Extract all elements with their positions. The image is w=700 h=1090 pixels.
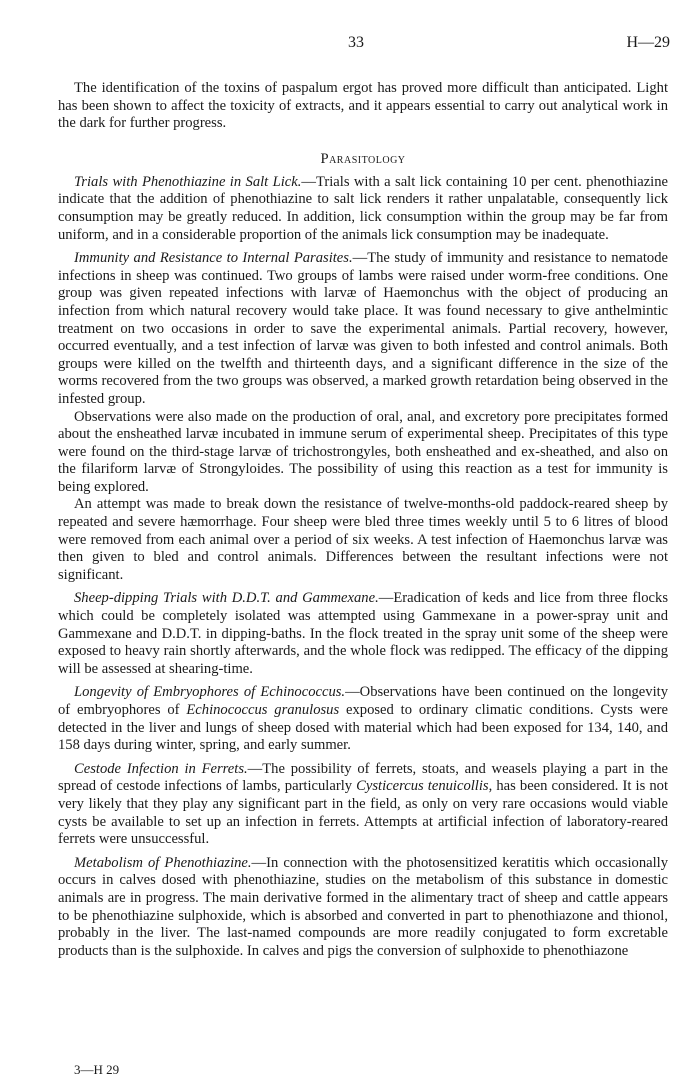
- paragraph-text: —In connection with the photosensitized keratitis which occasionally occurs in calves dosed with phenothiazine, studies on the metabolism of this substance in domestic animals are in progress. The main derivative formed in the alimentary tract of sheep and cattle appears to be phenothiazine sulphoxide, which is absorbed and converted in part to phenothiazone and thionol, probably in the liver. The last-named compounds are more readily conjugated to form excretable products than is the sulphoxide. In calves and pigs the conversion of sulphoxide to phenothiazone: [58, 854, 668, 959]
- paragraph-lead: Metabolism of Phenothiazine.: [74, 854, 252, 871]
- page-body: [58, 80, 668, 960]
- paragraph-lead: Trials with Phenothiazine in Salt Lick.: [74, 173, 302, 190]
- section-heading: Parasitology: [320, 150, 406, 167]
- paragraph-text: —Trials with a salt lick containing 10 per cent. phenothiazine indicate that the addition of phenothiazine to salt lick renders it rather unpalatable, consequently lick consumption may be greatly reduced. In addition, lick consumption within the group may be far from uniform, and in a considerable proportion of the animals lick consumption may be inadequate.: [58, 173, 669, 243]
- paragraph-haemorrhage: An attempt was made to break down the resistance of twelve-months-old paddock-reared sheep by repeated and severe hæmorrhage. Four sheep were bled three times weekly until 5 to 6 litres of blood were removed from each animal over a period of six weeks. A test infection of Haemonchus larvæ was then given to bled and control animals. Differences between the resultant infections were not significant.: [58, 496, 668, 583]
- page-header: [58, 34, 670, 54]
- species-name: Echinococcus granulosus: [186, 702, 340, 718]
- paragraph-lead: Longevity of Embryophores of Echinococcus.: [74, 684, 346, 701]
- page-number: 33: [348, 34, 364, 51]
- paragraph-text: —Observations have been continued on the longevity of embryophores of: [58, 684, 668, 718]
- paragraph-immunity: [58, 250, 668, 408]
- paragraph-ferrets: [58, 761, 668, 849]
- paragraph-text: exposed to ordinary climatic conditions. Cysts were detected in the liver and lungs of sheep dosed with material which had been exposed for 134, 140, and 158 days during winter, spring, and early summer.: [58, 702, 669, 754]
- paragraph-metabolism: [58, 855, 668, 961]
- paragraph-text: —The study of immunity and resistance to nematode infections in sheep was continued. Two groups of lambs were raised under worm-free conditions. One group was given repeated infections with larvæ of Haemonchus with the object of producing an infection from which natural recovery would take place. It was found necessary to give anthelmintic treatment on two occasions in order to save the experimental animals. Partial recovery, however, occurred eventually, and a test infection of larvæ was given to both infested and control animals. Both groups were killed on the twelfth and thirteenth days, and a significant difference in the size of the worms recovered from the two groups was observed, a marked growth retardation being observed in the infested group.: [58, 250, 669, 407]
- paragraph-lead: Cestode Infection in Ferrets.: [74, 760, 248, 777]
- paragraph-sheep-dipping: [58, 590, 668, 678]
- species-name: Cysticercus tenuicollis: [356, 778, 489, 795]
- paragraph-echinococcus: [58, 684, 668, 754]
- document-code: H—29: [626, 34, 670, 51]
- paragraph-text: —Eradication of keds and lice from three flocks which could be completely isolated was attempted using Gammexane in a power-spray unit and Gammexane and D.D.T. in dipping-baths. In the flock treated in the spray unit some of the sheep were exposed to heavy rain shortly afterwards, and the whole flock was redipped. The efficacy of the dipping will be assessed at shearing-time.: [58, 590, 669, 677]
- paragraph-lead: Sheep-dipping Trials with D.D.T. and Gammexane.: [74, 590, 379, 607]
- paragraph-lead: Immunity and Resistance to Internal Parasites.: [74, 250, 353, 267]
- paragraph-text: —The possibility of ferrets, stoats, and weasels playing a part in the spread of cestode infections of lambs, particularly: [58, 760, 668, 795]
- paragraph-text: , has been considered. It is not very likely that they play any significant part in the field, as only on very rare occasions would viable cysts be available to set up an infection in ferrets. Attempts at artificial infection of laboratory-reared ferrets were unsuccessful.: [58, 778, 668, 848]
- page-footer-signature: 3—H 29: [74, 1062, 120, 1077]
- intro-paragraph: The identification of the toxins of paspalum ergot has proved more difficult than anticipated. Light has been shown to affect the toxicity of extracts, and it appears essential to carry out analytical work in the dark for further progress.: [58, 80, 668, 132]
- paragraph-precipitates: Observations were also made on the production of oral, anal, and excretory pore precipitates formed about the ensheathed larvæ incubated in immune serum of experimental sheep. Precipitates of this type were found on the third-stage larvæ of trichostrongyles, both ensheathed and ex-sheathed, and also on the filariform larvæ of Strongyloides. The possibility of using this reaction as a test for immunity is being explored.: [58, 408, 668, 495]
- paragraph-salt-lick: [58, 174, 668, 244]
